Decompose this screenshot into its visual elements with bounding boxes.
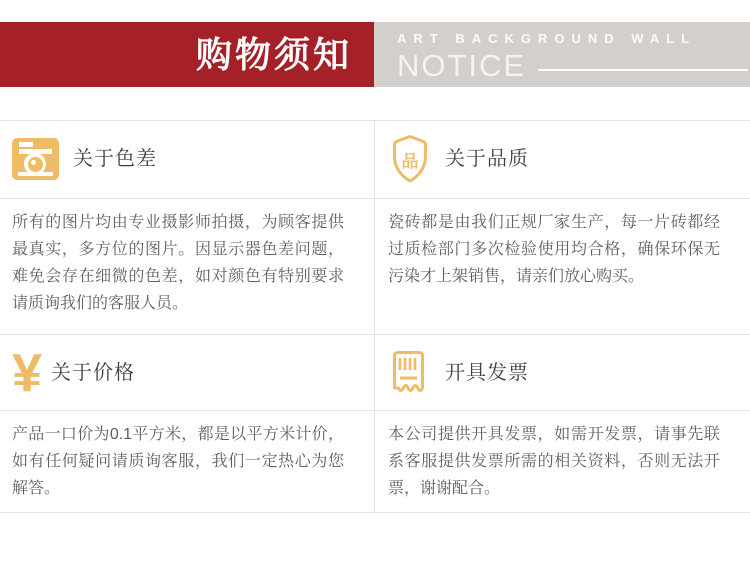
section-header-quality — [375, 121, 750, 199]
banner-notice-row — [397, 47, 750, 85]
banner-subtitle-english: ART BACKGROUND WALL — [397, 31, 697, 46]
grid-column-left — [0, 121, 374, 512]
yuan-price-icon: ¥ — [12, 342, 43, 403]
section-title: 关于品质 — [445, 148, 529, 171]
banner-red-block — [0, 22, 374, 87]
section-body-text: 产品一口价为0.1平方米，都是以平方米计价，如有任何疑问请质询客服，我们一定热心为您解答。 — [12, 426, 344, 498]
section-body-text: 瓷砖都是由我们正规厂家生产，每一片砖都经过质检部门多次检验使用均合格，确保环保无污染才上架销售，请亲们放心购买。 — [388, 213, 720, 285]
banner-gray-block — [374, 22, 750, 87]
section-body-price — [0, 411, 374, 512]
camera-icon — [12, 138, 59, 180]
quality-badge-glyph: 品 — [401, 152, 419, 172]
invoice-receipt-icon — [388, 349, 429, 396]
section-body-text: 所有的图片均由专业摄影师拍摄，为顾客提供最真实，多方位的图片。因显示器色差问题，难免会存在细微的色差，如对颜色有特别要求请质询我们的客服人员。 — [12, 213, 344, 312]
banner-notice-label: NOTICE — [397, 48, 527, 83]
section-body-text: 本公司提供开具发票，如需开发票，请事先联系客服提供发票所需的相关资料，否则无法开票，谢谢配合。 — [388, 426, 720, 498]
banner-decorative-rule — [538, 69, 748, 71]
section-header-invoice — [375, 335, 750, 411]
section-header-color-difference — [0, 121, 374, 199]
section-title: 关于价格 — [51, 361, 136, 384]
notice-grid — [0, 120, 750, 513]
section-body-color-difference — [0, 199, 374, 336]
banner-title: 购物须知 — [195, 33, 352, 75]
section-title: 开具发票 — [445, 361, 529, 384]
section-body-invoice — [375, 411, 750, 512]
quality-shield-icon — [390, 134, 430, 184]
section-header-price — [0, 335, 374, 411]
section-body-quality — [375, 199, 750, 336]
grid-column-right — [374, 121, 750, 512]
section-title: 关于色差 — [73, 148, 157, 171]
